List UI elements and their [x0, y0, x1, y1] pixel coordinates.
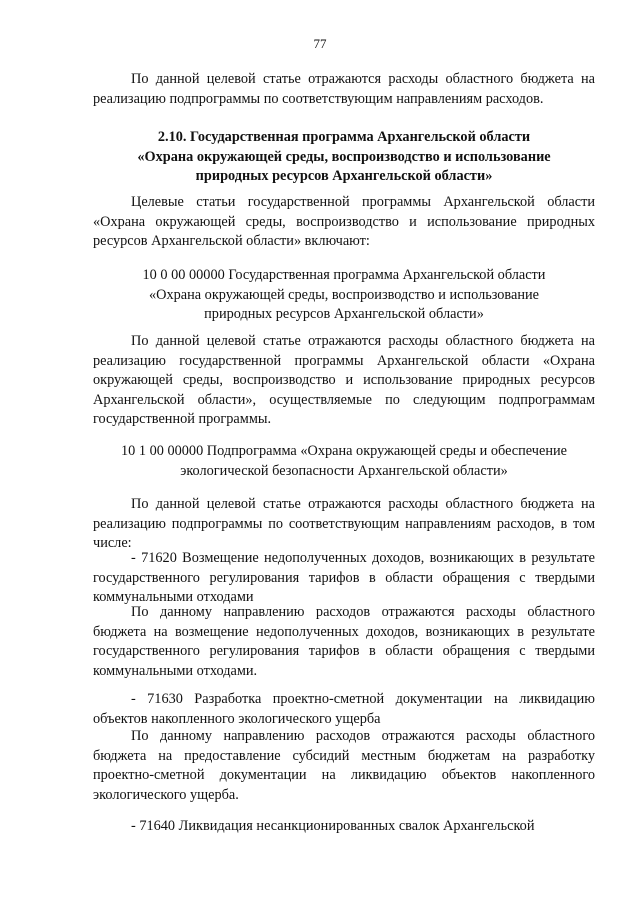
- section-heading: [93, 128, 595, 187]
- paragraph-target-articles: Целевые статьи государственной программы Архангельской области «Охрана окружающей среды, воспроизводство и использование природных ресурсов Архангельской области» включают:: [93, 194, 595, 249]
- paragraph-71630-description: По данному направлению расходов отражаются расходы областного бюджета на предоставление субсидий местным бюджетам на разработку проектно-сметной документации на ликвидацию объектов накопленного экологического ущерба.: [93, 728, 595, 803]
- section-heading-line: 2.10. Государственная программа Архангельской области: [157, 129, 531, 145]
- program-code-line: «Охрана окружающей среды, воспроизводство и использование: [148, 286, 539, 303]
- page-number: 77: [313, 36, 327, 51]
- subprogram-code-block: [93, 442, 595, 481]
- paragraph-subprogram-description: По данной целевой статье отражаются расходы областного бюджета на реализацию подпрограммы по соответствующим направлениям расходов, в том числе:: [93, 496, 595, 551]
- section-heading-line: природных ресурсов Архангельской области»: [195, 168, 493, 184]
- expense-item-71640: - 71640 Ликвидация несанкционированных свалок Архангельской: [131, 818, 535, 834]
- section-heading-line: «Охрана окружающей среды, воспроизводство и использование: [137, 148, 551, 165]
- subprogram-code-line: 10 1 00 00000 Подпрограмма «Охрана окружающей среды и обеспечение: [121, 443, 567, 459]
- program-code-block: [93, 266, 595, 325]
- subprogram-code-line: экологической безопасности Архангельской области»: [180, 462, 508, 479]
- expense-item-71620: - 71620 Возмещение недополученных доходов, возникающих в результате государственного регулирования тарифов в области обращения с твердыми коммунальными отходами: [93, 550, 595, 605]
- paragraph-program-description: По данной целевой статье отражаются расходы областного бюджета на реализацию государственной программы Архангельской области «Охрана окружающей среды, воспроизводство и использование природных ресурсов Архангельской области», осуществляемые по следующим подпрограммам государственной программы.: [93, 333, 595, 427]
- paragraph-71620-description: По данному направлению расходов отражаются расходы областного бюджета на возмещение недополученных доходов, возникающих в результате государственного регулирования тарифов в области обращения с твердыми коммунальными отходами.: [93, 604, 595, 679]
- paragraph-intro: По данной целевой статье отражаются расходы областного бюджета на реализацию подпрограммы по соответствующим направлениям расходов.: [93, 71, 595, 107]
- expense-item-71630: - 71630 Разработка проектно-сметной документации на ликвидацию объектов накопленного экологического ущерба: [93, 691, 595, 727]
- program-code-line: природных ресурсов Архангельской области»: [204, 306, 484, 322]
- program-code-line: 10 0 00 00000 Государственная программа Архангельской области: [142, 267, 546, 283]
